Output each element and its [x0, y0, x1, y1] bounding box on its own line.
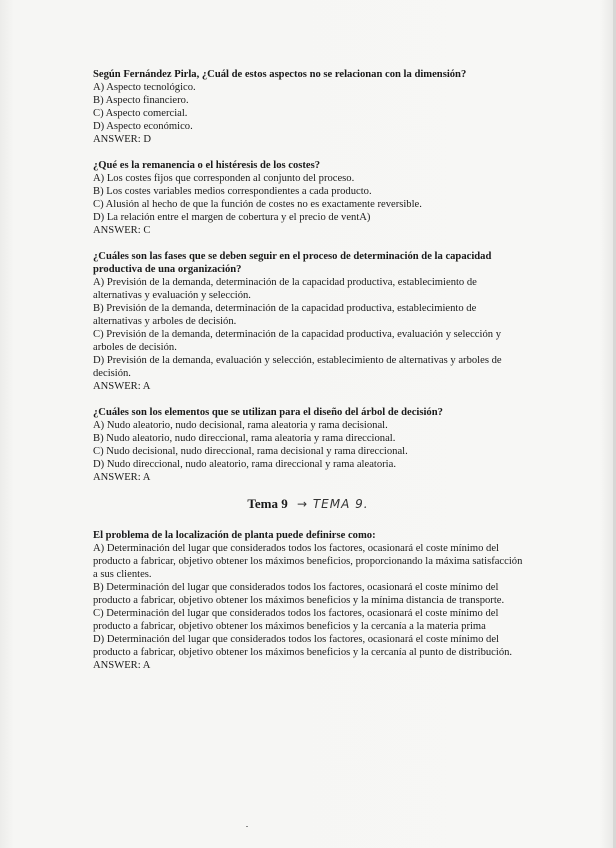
section-heading	[93, 497, 523, 513]
option-a: A) Los costes fijos que corresponden al conjunto del proceso.	[93, 173, 355, 184]
document-content	[93, 68, 523, 685]
option-d: D) La relación entre el margen de cobertura y el precio de ventA)	[93, 212, 371, 223]
handwritten-note: → TEMA 9.	[296, 497, 369, 511]
option-b: B) Previsión de la demanda, determinación de la capacidad productiva, establecimiento de alternativas y arboles de decisión.	[93, 303, 477, 327]
option-b: B) Determinación del lugar que considerados todos los factores, ocasionará el coste mínimo del producto a fabricar, objetivo obtener los máximos beneficios y la mínima distancia de transporte.	[93, 582, 505, 606]
option-c: C) Previsión de la demanda, determinación de la capacidad productiva, evaluación y selección y arboles de decisión.	[93, 329, 501, 353]
option-c: C) Determinación del lugar que considerados todos los factores, ocasionará el coste mínimo del producto a fabricar, objetivo obtener los máximos beneficios y la cercanía a la materia prima	[93, 608, 499, 632]
question-title: Según Fernández Pirla, ¿Cuál de estos aspectos no se relacionan con la dimensión?	[93, 69, 467, 80]
option-a: A) Nudo aleatorio, nudo decisional, rama aleatoria y rama decisional.	[93, 420, 388, 431]
option-b: B) Aspecto financiero.	[93, 95, 189, 106]
section-title: Tema 9	[247, 496, 288, 511]
option-c: C) Aspecto comercial.	[93, 108, 188, 119]
question-block	[93, 159, 523, 237]
question-title: ¿Qué es la remanencia o el histéresis de los costes?	[93, 160, 321, 171]
question-title: El problema de la localización de planta puede definirse como:	[93, 530, 376, 541]
answer-line: ANSWER: C	[93, 225, 151, 236]
option-a: A) Determinación del lugar que considerados todos los factores, ocasionará el coste mínimo del producto a fabricar, objetivo obtener los máximos beneficios, proporcionando la máxima satisfacción a sus clientes.	[93, 543, 523, 580]
option-b: B) Nudo aleatorio, nudo direccional, rama aleatoria y rama direccional.	[93, 433, 396, 444]
question-block	[93, 250, 523, 393]
answer-line: ANSWER: A	[93, 381, 151, 392]
question-title: ¿Cuáles son las fases que se deben seguir en el proceso de determinación de la capacidad productiva de una organización?	[93, 251, 492, 275]
answer-line: ANSWER: A	[93, 472, 151, 483]
option-d: D) Nudo direccional, nudo aleatorio, rama direccional y rama aleatoria.	[93, 459, 396, 470]
option-d: D) Determinación del lugar que considerados todos los factores, ocasionará el coste mínimo del producto a fabricar, objetivo obtener los máximos beneficios y la cercanía al punto de distribución.	[93, 634, 513, 658]
option-c: C) Nudo decisional, nudo direccional, rama decisional y rama direccional.	[93, 446, 408, 457]
option-d: D) Previsión de la demanda, evaluación y selección, establecimiento de alternativas y arboles de decisión.	[93, 355, 502, 379]
question-block	[93, 406, 523, 484]
option-c: C) Alusión al hecho de que la función de costes no es exactamente reversible.	[93, 199, 422, 210]
answer-line: ANSWER: D	[93, 134, 151, 145]
option-d: D) Aspecto económico.	[93, 121, 193, 132]
option-b: B) Los costes variables medios correspondientes a cada producto.	[93, 186, 372, 197]
question-block	[93, 68, 523, 146]
option-a: A) Previsión de la demanda, determinación de la capacidad productiva, establecimiento de alternativas y evaluación y selección.	[93, 277, 477, 301]
scan-speck	[246, 826, 248, 827]
option-a: A) Aspecto tecnológico.	[93, 82, 196, 93]
question-title: ¿Cuáles son los elementos que se utilizan para el diseño del árbol de decisión?	[93, 407, 443, 418]
question-block	[93, 529, 523, 672]
answer-line: ANSWER: A	[93, 660, 151, 671]
